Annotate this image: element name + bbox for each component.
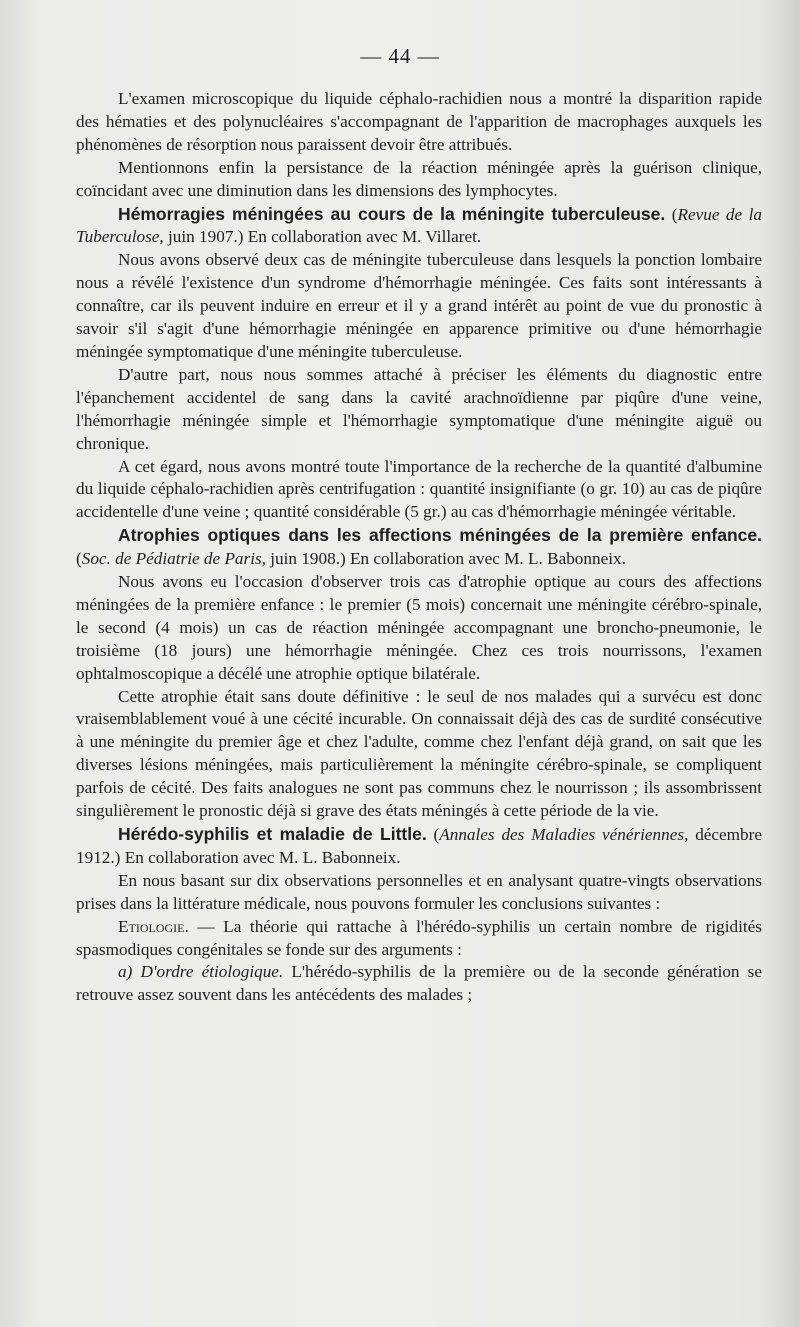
- reference-details: juin 1908.) En collaboration avec M. L. Babonneix.: [265, 549, 626, 569]
- paragraph: D'autre part, nous nous sommes attaché à préciser les éléments du diagnostic entre l'épanchement accidentel de sang dans la cavité arachnoïdienne par piqûre d'une veine, l'hémorrhagie méningée simple et l'hémorrhagie symptomatique d'une méningite aiguë ou chronique.: [76, 364, 762, 453]
- paragraph: A cet égard, nous avons montré toute l'importance de la recherche de la quantité d'albumine du liquide céphalo-rachidien après centrifugation : quantité insignifiante (o gr. 10) au cas de piqûre accidentelle d'une veine ; quantité considérable (5 gr.) au cas d'hémorrhagie méningée véritable.: [76, 456, 762, 522]
- reference-details: juin 1907.) En collaboration avec M. Villaret.: [163, 227, 482, 247]
- journal-name: Soc. de Pédiatrie de Paris,: [81, 549, 266, 569]
- page-number: — 44 —: [360, 44, 440, 68]
- paragraph: Mentionnons enfin la persistance de la réaction méningée après la guérison clinique, coïncidant avec une diminution dans les dimensions des lymphocytes.: [76, 157, 762, 200]
- subsection-label: Etiologie.: [118, 916, 189, 936]
- page-body: [76, 88, 762, 1007]
- section-heading: Atrophies optiques dans les affections méningées de la première enfance. (Soc. de Pédiatrie de Paris, juin 1908.) En collaboration avec M. L. Babonneix.: [76, 525, 762, 569]
- paragraph: Etiologie. — La théorie qui rattache à l'hérédo-syphilis un certain nombre de rigidités spasmodiques congénitales se fonde sur des arguments :: [76, 916, 762, 959]
- subsection-label: a) D'ordre étiologique.: [118, 962, 284, 982]
- paragraph: L'examen microscopique du liquide céphalo-rachidien nous a montré la disparition rapide des hématies et des polynucléaires s'accompagnant de l'apparition de macrophages auxquels les phénomènes de résorption nous paraissent devoir être attribués.: [76, 89, 762, 154]
- section-title: Atrophies optiques dans les affections méningées de la première enfance.: [118, 525, 762, 546]
- section-title: Hérédo-syphilis et maladie de Little.: [118, 824, 427, 844]
- paragraph: Cette atrophie était sans doute définitive : le seul de nos malades qui a survécu est donc vraisemblablement voué à une cécité incurable. On connaissait déjà des cas de surdité consécutive à une méningite du premier âge et chez l'adulte, comme chez l'enfant déjà grand, on sait que les diverses lésions méningées, mais particulièrement la méningite cérébro-spinale, se compliquent parfois de cécité. Des faits analogues ne sont pas communs chez le nourrisson ; ils assombrissent singulièrement le pronostic déjà si grave des états méningés à cette période de la vie.: [76, 686, 762, 821]
- paragraph: a) D'ordre étiologique. L'hérédo-syphilis de la première ou de la seconde génération se retrouve assez souvent dans les antécédents des malades ;: [76, 962, 762, 1005]
- section-heading: Hémorragies méningées au cours de la méningite tuberculeuse. (Revue de la Tuberculose, juin 1907.) En collaboration avec M. Villaret.: [76, 203, 762, 247]
- paragraph: Nous avons observé deux cas de méningite tuberculeuse dans lesquels la ponction lombaire nous a révélé l'existence d'un syndrome d'hémorrhagie méningée. Ces faits sont intéressants à connaître, car ils peuvent induire en erreur et il y a grand intérêt au point de vue du pronostic à savoir s'il s'agit d'une hémorrhagie méningée en apparence primitive ou d'une hémorrhagie méningée symptomatique d'une méningite tuberculeuse.: [76, 250, 762, 361]
- paragraph: Nous avons eu l'occasion d'observer trois cas d'atrophie optique au cours des affections méningées de la première enfance : le premier (5 mois) concernait une méningite cérébro-spinale, le second (4 mois) un cas de réaction méningée accompagnant une broncho-pneumonie, le troisième (18 jours) une hémorrhagie méningée. Chez ces trois nourrissons, l'examen ophtalmoscopique a décélé une atrophie optique bilatérale.: [76, 572, 762, 683]
- reference-details: décembre 1912.) En collaboration avec M. L. Babonneix.: [76, 825, 762, 867]
- section-heading: Hérédo-syphilis et maladie de Little. (Annales des Maladies vénériennes, décembre 1912.) En collaboration avec M. L. Babonneix.: [76, 824, 762, 867]
- journal-name: Revue de la Tuberculose,: [76, 204, 762, 247]
- paragraph: En nous basant sur dix observations personnelles et en analysant quatre-vingts observations prises dans la littérature médicale, nous pouvons formuler les conclusions suivantes :: [76, 870, 762, 913]
- journal-name: Annales des Maladies vénériennes,: [439, 825, 689, 844]
- section-title: Hémorragies méningées au cours de la méningite tuberculeuse.: [118, 203, 666, 224]
